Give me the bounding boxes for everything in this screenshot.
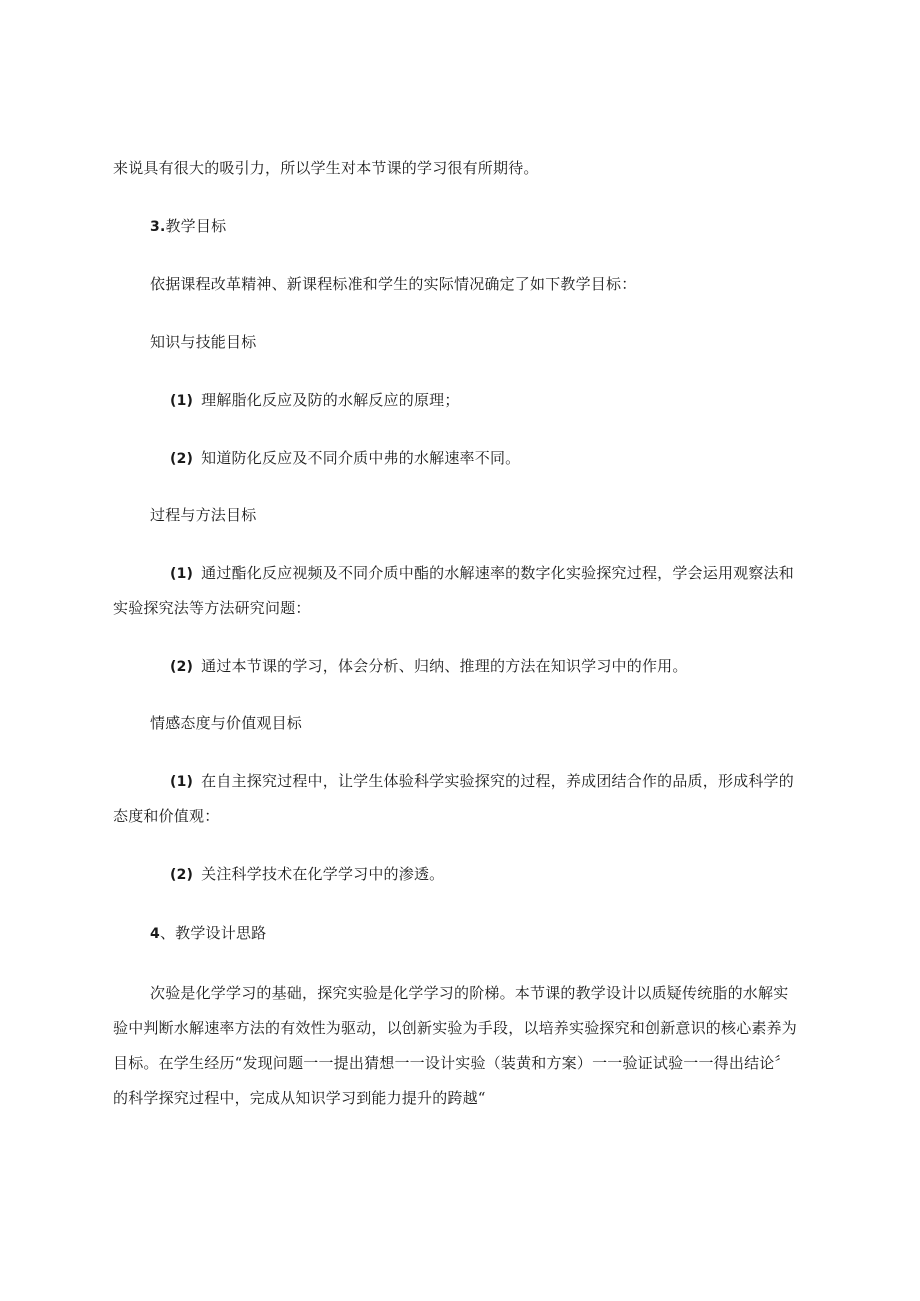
section4-number: 4 (150, 926, 160, 942)
item-number: (1) (170, 566, 194, 582)
item-text: 关注科学技术在化学学习中的渗透。 (201, 865, 445, 883)
section4-heading (150, 923, 266, 944)
process-item-1 (170, 563, 794, 584)
item-text: 知道防化反应及不同介质中弗的水解速率不同。 (201, 449, 521, 467)
knowledge-heading: 知识与技能目标 (150, 333, 257, 351)
section4-paragraph-line-3: 目标。在学生经历“发现问题一一提出猜想一一设计实验（装黄和方案）一一验证试验一一得出结论〞 (113, 1054, 790, 1072)
process-item-2 (170, 656, 688, 677)
section3-lead: 依据课程改革精神、新课程标准和学生的实际情况确定了如下教学目标： (150, 275, 637, 293)
section3-heading (150, 216, 226, 237)
intro-tail-line: 来说具有很大的吸引力，所以学生对本节课的学习很有所期待。 (113, 159, 539, 177)
section4-paragraph-line-4: 的科学探究过程中，完成从知识学习到能力提升的跨越“ (113, 1089, 486, 1107)
emotion-item-1-continued: 态度和价值观： (113, 807, 220, 825)
emotion-item-2 (170, 864, 444, 885)
item-text: 通过本节课的学习，体会分析、归纳、推理的方法在知识学习中的作用。 (201, 657, 688, 675)
item-number: (1) (170, 393, 194, 409)
process-heading: 过程与方法目标 (150, 506, 257, 524)
item-number: (2) (170, 659, 194, 675)
emotion-heading: 情感态度与价值观目标 (150, 714, 303, 732)
item-number: (2) (170, 451, 194, 467)
section4-paragraph-line-2: 验中判断水解速率方法的有效性为驱动，以创新实验为手段，以培养实验探究和创新意识的核心素养为 (113, 1019, 798, 1037)
item-text: 理解脂化反应及防的水解反应的原理； (201, 391, 460, 409)
section3-number: 3. (150, 219, 166, 235)
item-text: 在自主探究过程中，让学生体验科学实验探究的过程，养成团结合作的品质，形成科学的 (201, 772, 794, 790)
emotion-item-1 (170, 771, 794, 792)
item-number: (2) (170, 867, 194, 883)
item-text: 通过酯化反应视频及不同介质中酯的水解速率的数字化实验探究过程，学会运用观察法和 (201, 564, 794, 582)
section3-title: 教学目标 (165, 217, 227, 235)
section4-title: 、教学设计思路 (159, 924, 267, 942)
item-number: (1) (170, 774, 194, 790)
knowledge-item-2 (170, 448, 520, 469)
knowledge-item-1 (170, 390, 460, 411)
section4-paragraph-line-1: 次验是化学学习的基础，探究实验是化学学习的阶梯。本节课的教学设计以质疑传统脂的水解实 (150, 984, 789, 1002)
process-item-1-continued: 实验探究法等方法研究问题： (113, 599, 311, 617)
